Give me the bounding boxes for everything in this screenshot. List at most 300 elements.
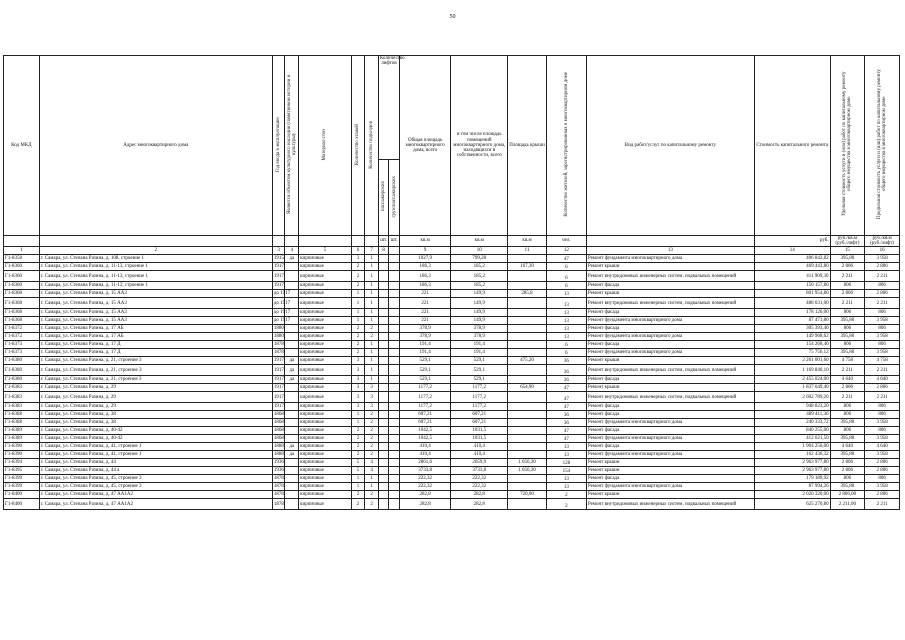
unit-cost-cell: 806	[830, 403, 865, 411]
work-type-cell: Ремонт крыши	[586, 263, 754, 271]
entrances-cell: 1	[365, 282, 379, 290]
wall-material-cell: кирпичные	[299, 376, 352, 384]
header-owned-area: в том числе площадь помещений многоквартирного дома, находящихся в собственности, всего	[451, 56, 508, 236]
unit-total-area: кв.м	[399, 236, 450, 247]
total-area-cell: 221	[399, 309, 450, 317]
floors-cell: 2	[351, 341, 365, 349]
max-cost-cell: 806	[865, 427, 900, 435]
year-cell: 1936	[273, 460, 284, 465]
mkd-code-cell: Г1-8399	[4, 475, 40, 483]
max-cost-cell: 3 958	[865, 333, 900, 341]
entrances-cell: 2	[365, 451, 379, 459]
floors-cell: 1	[351, 290, 365, 298]
max-cost-cell: 3 958	[865, 483, 900, 491]
mkd-code-cell: Г1-8394	[4, 459, 40, 467]
repair-cost-cell: 2 020 320,00	[754, 491, 830, 499]
header-lifts-pass: пассажирских	[381, 181, 387, 212]
owned-area-cell: 1177,2	[451, 392, 508, 403]
max-cost-cell: 2 211	[865, 298, 900, 309]
owned-area-cell: 607,21	[451, 411, 508, 419]
table-row	[4, 411, 900, 419]
header-residents: Количество жителей, зарегистрированных в многоквартирном доме	[563, 72, 569, 217]
table-row	[4, 475, 900, 483]
floors-cell: 2	[351, 499, 365, 510]
mkd-code-cell: Г1-8372	[4, 325, 40, 333]
floors-cell: 2	[351, 443, 365, 451]
work-type-cell: Ремонт фундамента многоквартирного дома	[586, 419, 754, 427]
year-cell: 1868	[273, 420, 284, 425]
unit-cost-cell: 806	[830, 427, 865, 435]
mkd-code-cell: Г1-8368	[4, 309, 40, 317]
entrances-cell: 3	[365, 392, 379, 403]
mkd-code-cell: Г1-8368	[4, 317, 40, 325]
address-cell: г. Самара, ул. Степана Разина, д. 17 Д	[39, 341, 272, 349]
table-row	[4, 298, 900, 309]
mkd-code-cell: Г1-8380	[4, 376, 40, 384]
roof-area-cell	[508, 435, 547, 443]
work-type-cell: Ремонт внутридомовых инженерных систем, подвальных помещений	[586, 499, 754, 510]
address-cell: г. Самара, ул. Степана Разина, д. 11-13, строение 1	[39, 263, 272, 271]
column-number: 8	[378, 247, 389, 255]
wall-material-cell: кирпичные	[299, 475, 352, 483]
year-cell: 1878	[273, 342, 284, 347]
lifts-cargo-cell	[389, 491, 400, 499]
address-cell: г. Самара, ул. Степана Разина, д. 108, строение 1	[39, 255, 272, 263]
residents-cell: 2	[546, 491, 586, 499]
lifts-cargo-cell	[389, 411, 400, 419]
header-floors: Количество этажей	[355, 123, 361, 165]
repair-cost-cell: 305 393,40	[754, 325, 830, 333]
total-area-cell: 410,4	[399, 451, 450, 459]
repair-cost-cell: 87 471,80	[754, 317, 830, 325]
floors-cell: 2	[351, 349, 365, 357]
residents-cell: 36	[546, 419, 586, 427]
header-heritage: Является объектом культурного наследия (памятником истории и культуры)	[286, 74, 297, 215]
mkd-code-cell: Г1-8395	[4, 467, 40, 475]
lifts-passenger-cell	[378, 271, 389, 282]
owned-area-cell: 185,2	[451, 263, 508, 271]
address-cell: г. Самара, ул. Степана Разина, д. 21, строение 3	[39, 357, 272, 365]
work-type-cell: Ремонт крыши	[586, 384, 754, 392]
work-type-cell: Ремонт фундамента многоквартирного дома	[586, 317, 754, 325]
lifts-cargo-cell	[389, 419, 400, 427]
wall-material-cell: кирпичные	[299, 255, 352, 263]
unit-cost-cell: 2 211	[830, 298, 865, 309]
repair-cost-cell: 179 189,92	[754, 475, 830, 483]
work-type-cell: Ремонт фундамента многоквартирного дома	[586, 451, 754, 459]
unit-cost-cell: 806	[830, 325, 865, 333]
floors-cell: 5	[351, 459, 365, 467]
residents-cell: 13	[546, 475, 586, 483]
lifts-passenger-cell	[378, 435, 389, 443]
lifts-passenger-cell	[378, 282, 389, 290]
roof-area-cell	[508, 309, 547, 317]
table-row	[4, 467, 900, 475]
entrances-cell: 3	[365, 403, 379, 411]
mkd-code-cell: Г1-8390	[4, 451, 40, 459]
unit-cost-cell: 2 211,00	[830, 499, 865, 510]
floors-cell: 2	[351, 451, 365, 459]
repair-cost-cell: 178 126,00	[754, 309, 830, 317]
roof-area-cell	[508, 255, 547, 263]
total-area-cell: 221	[399, 290, 450, 298]
floors-cell: 3	[351, 357, 365, 365]
entrances-cell: 1	[365, 357, 379, 365]
roof-area-cell	[508, 392, 547, 403]
table-row	[4, 325, 900, 333]
year-cell: 1880	[273, 334, 284, 339]
lifts-passenger-cell	[378, 451, 389, 459]
repair-cost-cell: 75 756,12	[754, 349, 830, 357]
roof-area-cell: 285,8	[508, 290, 547, 298]
unit-cost-cell: 395,80	[830, 255, 865, 263]
owned-area-cell: 378,9	[451, 333, 508, 341]
lifts-cargo-cell	[389, 325, 400, 333]
repair-cost-cell: 2 455 024,00	[754, 376, 830, 384]
residents-cell: 13	[546, 317, 586, 325]
heritage-flag-cell: да	[285, 365, 299, 376]
table-row	[4, 459, 900, 467]
table-row	[4, 333, 900, 341]
mkd-code-cell: Г1-8383	[4, 403, 40, 411]
table-row	[4, 376, 900, 384]
max-cost-cell: 2 211	[865, 271, 900, 282]
mkd-code-cell: Г1-8400	[4, 499, 40, 510]
max-cost-cell: 4 758	[865, 357, 900, 365]
address-cell: г. Самара, ул. Степана Разина, д. 21, строение 3	[39, 365, 272, 376]
max-cost-cell: 3 958	[865, 349, 900, 357]
lifts-passenger-cell	[378, 419, 389, 427]
residents-cell: 154	[546, 467, 586, 475]
floors-cell: 1	[351, 475, 365, 483]
max-cost-cell: 806	[865, 475, 900, 483]
work-type-cell: Ремонт фундамента многоквартирного дома	[586, 349, 754, 357]
owned-area-cell: 1031,5	[451, 435, 508, 443]
year-cell: 1878	[273, 484, 284, 489]
header-unit-cost: Удельная стоимость услуги и (или) работ по капитальному ремонту общего имущества в многоквартирном доме	[842, 72, 853, 217]
mkd-code-cell: Г1-8388	[4, 419, 40, 427]
unit-lifts-pass: шт.	[378, 236, 389, 247]
address-cell: г. Самара, ул. Степана Разина, д. 15 АА3	[39, 317, 272, 325]
total-area-cell: 1177,2	[399, 392, 450, 403]
roof-area-cell	[508, 403, 547, 411]
work-type-cell: Ремонт фасада	[586, 341, 754, 349]
mkd-code-cell: Г1-8360	[4, 282, 40, 290]
residents-cell: 13	[546, 443, 586, 451]
heritage-flag-cell	[285, 499, 299, 510]
floors-cell: 5	[351, 467, 365, 475]
unit-cost-cell: 4 640	[830, 376, 865, 384]
address-cell: г. Самара, ул. Степана Разина, д. 45, строение 3	[39, 483, 272, 491]
wall-material-cell: кирпичные	[299, 403, 352, 411]
wall-material-cell: кирпичные	[299, 357, 352, 365]
mkd-code-cell: Г1-8383	[4, 392, 40, 403]
column-number: 14	[754, 247, 830, 255]
heritage-flag-cell	[285, 341, 299, 349]
lifts-cargo-cell	[389, 451, 400, 459]
lifts-passenger-cell	[378, 443, 389, 451]
heritage-flag-cell: да	[285, 451, 299, 459]
lifts-passenger-cell	[378, 392, 389, 403]
address-cell: г. Самара, ул. Степана Разина, д. 41, строение 1	[39, 443, 272, 451]
residents-cell: 47	[546, 403, 586, 411]
total-area-cell: 1177,2	[399, 384, 450, 392]
heritage-flag-cell	[285, 435, 299, 443]
heritage-flag-cell	[285, 467, 299, 475]
entrances-cell: 2	[365, 419, 379, 427]
column-number: 10	[451, 247, 508, 255]
floors-cell: 3	[351, 403, 365, 411]
roof-area-cell	[508, 282, 547, 290]
unit-cost-cell: 806	[830, 282, 865, 290]
lifts-passenger-cell	[378, 349, 389, 357]
unit-cost-cell: 2 806	[830, 263, 865, 271]
header-max-cost: Предельная стоимость услуги и (или) работ по капитальному ремонту общего имущества в многоквартирном доме	[876, 69, 888, 220]
total-area-cell: 529,1	[399, 376, 450, 384]
wall-material-cell: кирпичные	[299, 419, 352, 427]
header-wall: Материал стен	[322, 128, 328, 161]
wall-material-cell: кирпичные	[299, 325, 352, 333]
unit-residents: чел.	[546, 236, 586, 247]
address-cell: г. Самара, ул. Степана Разина, д. 21, строение 3	[39, 376, 272, 384]
unit-roof-area: кв.м	[508, 236, 547, 247]
page-number: 50	[449, 14, 456, 20]
table-row	[4, 365, 900, 376]
lifts-cargo-cell	[389, 255, 400, 263]
work-type-cell: Ремонт внутридомовых инженерных систем, подвальных помещений	[586, 392, 754, 403]
table-row	[4, 282, 900, 290]
residents-cell: 13	[546, 333, 586, 341]
address-cell: г. Самара, ул. Степана Разина, д. 17 АБ	[39, 325, 272, 333]
residents-cell: 6	[546, 341, 586, 349]
roof-area-cell	[508, 427, 547, 435]
max-cost-cell: 806	[865, 341, 900, 349]
table-row	[4, 271, 900, 282]
lifts-cargo-cell	[389, 365, 400, 376]
floors-cell: 2	[351, 333, 365, 341]
residents-cell: 47	[546, 392, 586, 403]
owned-area-cell: 222,32	[451, 475, 508, 483]
total-area-cell: 1042,5	[399, 427, 450, 435]
owned-area-cell: 2659,9	[451, 459, 508, 467]
max-cost-cell: 3 958	[865, 419, 900, 427]
table-row	[4, 357, 900, 365]
repair-cost-cell: 149 968,62	[754, 333, 830, 341]
wall-material-cell: кирпичные	[299, 298, 352, 309]
repair-cost-cell: 488 631,00	[754, 298, 830, 309]
heritage-flag-cell	[285, 263, 299, 271]
total-area-cell: 410,4	[399, 443, 450, 451]
mkd-code-cell: Г1-8380	[4, 365, 40, 376]
lifts-passenger-cell	[378, 290, 389, 298]
residents-cell: 6	[546, 349, 586, 357]
column-number: 6	[351, 247, 365, 255]
total-area-cell: 529,1	[399, 357, 450, 365]
unit-max-cost: руб./кв.м (руб./лифт)	[865, 236, 900, 247]
lifts-passenger-cell	[378, 384, 389, 392]
repair-cost-cell: 840 255,00	[754, 427, 830, 435]
owned-area-cell: 529,1	[451, 365, 508, 376]
owned-area-cell: 3733,8	[451, 467, 508, 475]
table-row	[4, 341, 900, 349]
repair-cost-cell: 1 904 256,00	[754, 443, 830, 451]
year-cell: 1878	[272, 499, 285, 510]
heritage-flag-cell	[285, 483, 299, 491]
year-cell: 1878	[273, 492, 284, 497]
entrances-cell: 1	[365, 475, 379, 483]
owned-area-cell: 1177,2	[451, 403, 508, 411]
floors-cell: 1	[351, 483, 365, 491]
owned-area-cell: 529,1	[451, 357, 508, 365]
entrances-cell: 4	[365, 467, 379, 475]
residents-cell: 6	[546, 271, 586, 282]
unit-cost-cell: 395,80	[830, 483, 865, 491]
floors-cell: 1	[351, 298, 365, 309]
lifts-passenger-cell	[378, 499, 389, 510]
max-cost-cell: 806	[865, 403, 900, 411]
address-cell: г. Самара, ул. Степана Разина, д. 15 АА3	[39, 298, 272, 309]
max-cost-cell: 3 958	[865, 255, 900, 263]
unit-cost-cell: 395,80	[830, 333, 865, 341]
address-cell: г. Самара, ул. Степана Разина, д. 40-42	[39, 435, 272, 443]
heritage-flag-cell	[285, 384, 299, 392]
floors-cell: 3	[351, 392, 365, 403]
residents-cell: 47	[546, 255, 586, 263]
year-cell: 1868	[273, 428, 284, 433]
year-cell: до 1917	[273, 310, 291, 315]
floors-cell: 2	[351, 263, 365, 271]
table-row	[4, 419, 900, 427]
wall-material-cell: кирпичные	[299, 435, 352, 443]
table-row	[4, 392, 900, 403]
year-cell: 1888	[273, 452, 284, 457]
lifts-cargo-cell	[389, 376, 400, 384]
unit-cost-cell: 395,80	[830, 451, 865, 459]
total-area-cell: 378,9	[399, 333, 450, 341]
lifts-cargo-cell	[389, 357, 400, 365]
work-type-cell: Ремонт крыши	[586, 290, 754, 298]
lifts-cargo-cell	[389, 403, 400, 411]
roof-area-cell	[508, 317, 547, 325]
roof-area-cell: 720,00	[508, 491, 547, 499]
owned-area-cell: 410,4	[451, 451, 508, 459]
roof-area-cell: 475,20	[508, 357, 547, 365]
residents-cell: 13	[546, 325, 586, 333]
address-cell: г. Самара, ул. Степана Разина, д. 11-13, строение 1	[39, 282, 272, 290]
wall-material-cell: кирпичные	[299, 443, 352, 451]
total-area-cell: 607,21	[399, 419, 450, 427]
lifts-passenger-cell	[378, 427, 389, 435]
total-area-cell: 222,32	[399, 475, 450, 483]
column-number: 13	[586, 247, 754, 255]
total-area-cell: 221	[399, 317, 450, 325]
lifts-cargo-cell	[389, 467, 400, 475]
work-type-cell: Ремонт фундамента многоквартирного дома	[586, 333, 754, 341]
total-area-cell: 378,9	[399, 325, 450, 333]
table-row	[4, 443, 900, 451]
heritage-flag-cell	[285, 419, 299, 427]
wall-material-cell: кирпичные	[299, 317, 352, 325]
address-cell: г. Самара, ул. Степана Разина, д. 45, строение 3	[39, 475, 272, 483]
owned-area-cell: 607,21	[451, 419, 508, 427]
entrances-cell: 2	[365, 411, 379, 419]
address-cell: г. Самара, ул. Степана Разина, д. 29	[39, 392, 272, 403]
unit-cost-cell: 2 806	[830, 384, 865, 392]
heritage-flag-cell	[285, 403, 299, 411]
entrances-cell: 1	[365, 271, 379, 282]
repair-program-table	[3, 55, 900, 510]
header-lifts: Количество лифтов	[378, 56, 399, 160]
lifts-cargo-cell	[389, 392, 400, 403]
residents-cell: 47	[546, 427, 586, 435]
owned-area-cell: 529,1	[451, 376, 508, 384]
column-number: 5	[299, 247, 352, 255]
lifts-cargo-cell	[389, 298, 400, 309]
max-cost-cell: 3 958	[865, 317, 900, 325]
wall-material-cell: кирпичные	[299, 333, 352, 341]
year-cell: 1917	[273, 377, 284, 382]
mkd-code-cell: Г1-8368	[4, 298, 40, 309]
repair-cost-cell: 406 842,82	[754, 255, 830, 263]
entrances-cell: 2	[365, 325, 379, 333]
residents-cell: 13	[546, 309, 586, 317]
wall-material-cell: кирпичные	[299, 467, 352, 475]
column-number: 7	[365, 247, 379, 255]
year-cell: 1888	[273, 444, 284, 449]
table-row	[4, 317, 900, 325]
lifts-cargo-cell	[389, 483, 400, 491]
repair-cost-cell: 2 963 977,80	[754, 459, 830, 467]
wall-material-cell: кирпичные	[299, 290, 352, 298]
table-row	[4, 435, 900, 443]
unit-cost-cell: 806	[830, 411, 865, 419]
year-cell: до 1917	[273, 291, 291, 296]
lifts-cargo-cell	[389, 459, 400, 467]
unit-cost-cell: 2 806	[830, 290, 865, 298]
work-type-cell: Ремонт фасада	[586, 325, 754, 333]
unit-cost-cell: 395,80	[830, 349, 865, 357]
repair-cost-cell: 87 994,26	[754, 483, 830, 491]
lifts-cargo-cell	[389, 317, 400, 325]
header-work-type: Вид работ/услуг по капитальному ремонту	[586, 56, 754, 236]
entrances-cell: 3	[365, 384, 379, 392]
owned-area-cell: 410,4	[451, 443, 508, 451]
heritage-flag-cell: да	[285, 255, 299, 263]
floors-cell: 3	[351, 376, 365, 384]
lifts-passenger-cell	[378, 365, 389, 376]
repair-cost-cell: 411 909,30	[754, 271, 830, 282]
table-header	[4, 56, 900, 255]
roof-area-cell: 1 056,30	[508, 467, 547, 475]
wall-material-cell: кирпичные	[299, 392, 352, 403]
header-entrances: Количество подъездов	[368, 120, 374, 169]
year-cell: 1878	[273, 476, 284, 481]
repair-cost-cell: 2 261 001,60	[754, 357, 830, 365]
unit-cost-cell: 395,80	[830, 419, 865, 427]
heritage-flag-cell	[285, 349, 299, 357]
unit-cost-cell: 2 806	[830, 467, 865, 475]
floors-cell: 3	[351, 255, 365, 263]
lifts-cargo-cell	[389, 271, 400, 282]
wall-material-cell: кирпичные	[299, 309, 352, 317]
work-type-cell: Ремонт крыши	[586, 357, 754, 365]
mkd-code-cell: Г1-8368	[4, 290, 40, 298]
owned-area-cell: 1177,2	[451, 384, 508, 392]
residents-cell: 36	[546, 411, 586, 419]
unit-cost-cell: 806	[830, 341, 865, 349]
entrances-cell: 1	[365, 376, 379, 384]
work-type-cell: Ремонт внутридомовых инженерных систем, подвальных помещений	[586, 365, 754, 376]
